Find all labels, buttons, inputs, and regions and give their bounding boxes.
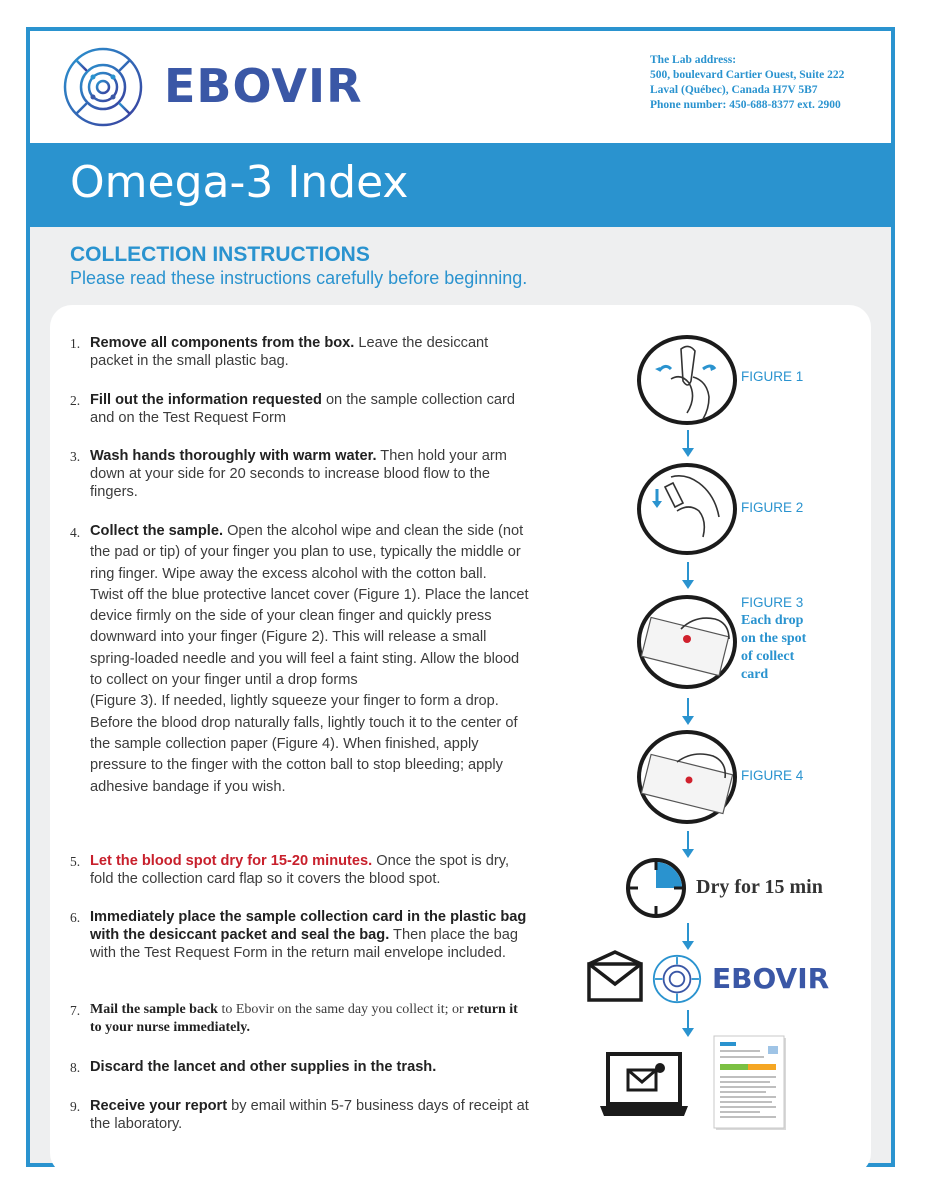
section-heading: COLLECTION INSTRUCTIONS	[70, 243, 370, 266]
step-number: 9.	[70, 1099, 81, 1114]
section-subheading: Please read these instructions carefully before beginning.	[70, 268, 528, 288]
lab-address	[650, 53, 844, 113]
step-text: Then hold your arm down at your side for 20 seconds to increase blood flow to the fingers.	[90, 448, 507, 500]
step-text: Then place the bag with the Test Request Form in the return mail envelope included.	[90, 927, 519, 961]
step-number: 1.	[70, 336, 81, 351]
note-line: Each drop	[741, 613, 804, 628]
arrow-down-icon	[681, 831, 695, 859]
lab-address-line: The Lab address:	[650, 54, 737, 66]
header	[30, 31, 891, 143]
figure-3-note	[741, 612, 806, 684]
ebovir-logo-small-icon	[652, 954, 702, 1004]
brand-name: EBOVIR	[164, 59, 363, 113]
step-text: to Ebovir on the same day you collect it; or	[217, 1002, 468, 1017]
note-line: of collect	[741, 649, 795, 664]
step-bold: Discard the lancet and other supplies in the trash.	[90, 1059, 437, 1075]
laptop-email-icon	[598, 1050, 690, 1120]
lab-phone: Phone number: 450-688-8377 ext. 2900	[650, 99, 841, 111]
step-number: 5.	[70, 854, 81, 869]
figure-4-image	[637, 730, 737, 824]
lab-address-line: Laval (Québec), Canada H7V 5B7	[650, 84, 818, 96]
dry-time-label: Dry for 15 min	[696, 876, 823, 898]
list-item	[70, 447, 532, 521]
lancet-twist-icon	[641, 339, 733, 421]
step-bold: Receive your report	[90, 1098, 228, 1114]
step-bold: Mail the sample back	[90, 1002, 218, 1017]
note-line: card	[741, 667, 769, 682]
step-bold: Collect the sample.	[90, 523, 224, 539]
arrow-down-icon	[681, 1010, 695, 1038]
ebovir-logo-icon	[62, 46, 144, 128]
list-item	[70, 1001, 532, 1058]
steps-list	[70, 334, 532, 1137]
step-number: 7.	[70, 1003, 81, 1018]
step-text: (Figure 3). If needed, lightly squeeze your finger to form a drop. Before the blood drop naturally falls, lightly touch it to the center of the sample collection paper (Figure 4). When finished, apply pressure to the finger with the cotton ball to stop bleeding; apply adhesive bandage if you wish.	[90, 693, 518, 795]
step-number: 8.	[70, 1060, 81, 1075]
list-item	[70, 1058, 532, 1097]
step-text: Leave the desiccant packet in the small plastic bag.	[90, 335, 489, 369]
arrow-down-icon	[681, 698, 695, 726]
figure-1-label: FIGURE 1	[741, 369, 804, 384]
step-text: Twist off the blue protective lancet cover (Figure 1). Place the lancet device firmly on the side of your clean finger and quickly press downward into your finger (Figure 2). This will release a small spring-loaded needle and you will feel a faint sting. Allow the blood to collect on your finger until a drop forms	[90, 586, 529, 689]
step-bold: Fill out the information requested	[90, 392, 322, 408]
list-item	[70, 852, 532, 908]
arrow-down-icon	[681, 562, 695, 590]
blood-drop-card-icon	[641, 599, 733, 685]
lab-address-line: 500, boulevard Cartier Ouest, Suite 222	[650, 69, 845, 81]
timer-icon	[624, 856, 688, 920]
brand-name-small: EBOVIR	[712, 962, 830, 995]
step-number: 3.	[70, 449, 81, 464]
step-bold: Remove all components from the box.	[90, 335, 355, 351]
figure-3-image	[637, 595, 737, 689]
step-number: 4.	[70, 525, 81, 540]
step-number: 6.	[70, 910, 81, 925]
step-bold: Immediately place the sample collection card in the plastic bag with the desiccant packet and seal the bag.	[90, 909, 527, 943]
figure-3-label: FIGURE 3	[741, 595, 804, 610]
figure-1-image	[637, 335, 737, 425]
page-title: Omega-3 Index	[70, 157, 409, 208]
list-item	[70, 521, 532, 852]
lancet-press-icon	[641, 467, 733, 551]
title-banner	[30, 143, 891, 227]
envelope-icon	[586, 950, 644, 1004]
list-item	[70, 908, 532, 1001]
step-bold: return it to your nurse immediately.	[90, 1002, 518, 1035]
blood-spot-card-icon	[641, 734, 733, 820]
step-text: on the sample collection card and on the Test Request Form	[90, 392, 515, 426]
figure-4-label: FIGURE 4	[741, 768, 804, 783]
arrow-down-icon	[681, 923, 695, 951]
step-bold: Let the blood spot dry for 15-20 minutes.	[90, 853, 373, 869]
step-text: Open the alcohol wipe and clean the side (not the pad or tip) of your finger you plan to use, typically the middle or ring finger. Wipe away the excess alcohol with the cotton ball.	[90, 523, 524, 582]
arrow-down-icon	[681, 430, 695, 458]
list-item	[70, 1097, 532, 1137]
step-number: 2.	[70, 393, 81, 408]
step-bold: Wash hands thoroughly with warm water.	[90, 448, 377, 464]
figure-2-image	[637, 463, 737, 555]
list-item	[70, 391, 532, 447]
step-text: Once the spot is dry, fold the collection card flap so it covers the blood spot.	[90, 853, 509, 887]
step-text: by email within 5-7 business days of receipt at the laboratory.	[90, 1098, 529, 1132]
report-document-icon	[712, 1034, 792, 1134]
figure-2-label: FIGURE 2	[741, 500, 804, 515]
note-line: on the spot	[741, 631, 807, 646]
list-item	[70, 334, 532, 391]
